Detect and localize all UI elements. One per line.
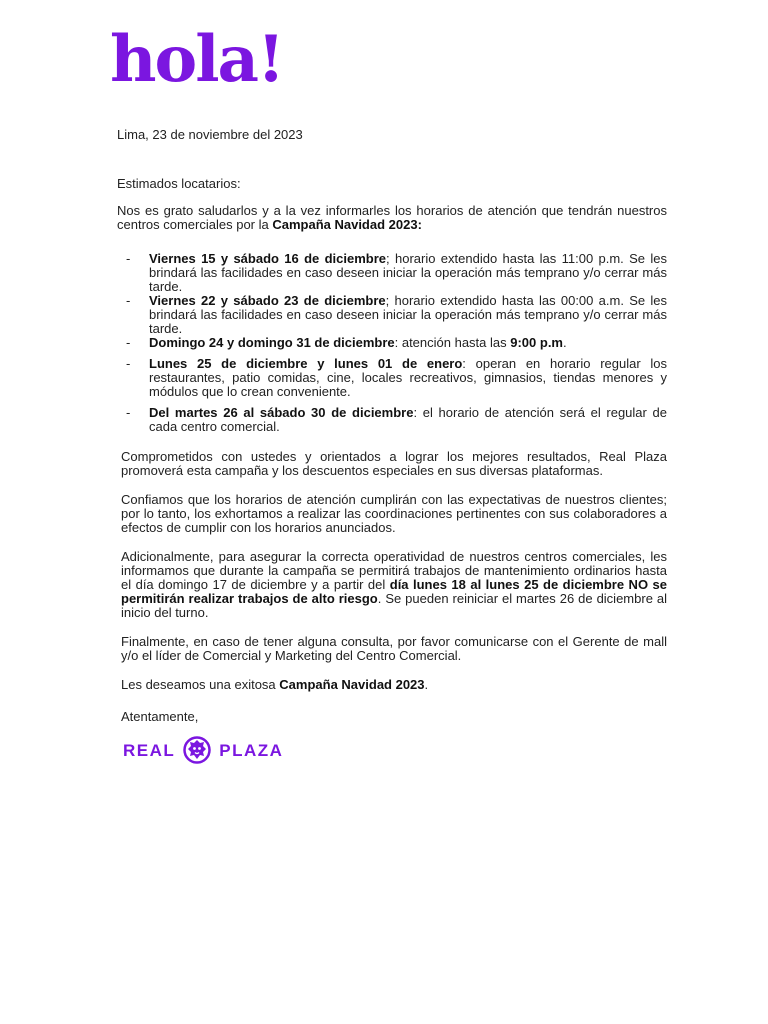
wishes-text: Les deseamos una exitosa (121, 677, 280, 692)
maintenance-text-end: . Se pueden reiniciar el martes 26 de diciembre al inicio del turno. (121, 591, 667, 620)
paragraph-maintenance (117, 550, 667, 620)
lion-icon (183, 736, 211, 766)
bullet-dash: - (126, 293, 131, 308)
intro-text: Nos es grato saludarlos y a la vez informarles los horarios de atención que tendrán nuestros centros comerciales por la (117, 203, 667, 232)
paragraph-wishes (117, 678, 667, 692)
bullet-dash: - (126, 251, 131, 266)
bullet-text: : el horario de atención será el regular de cada centro comercial. (149, 405, 667, 434)
list-item (117, 357, 667, 399)
paragraph-promotion: Comprometidos con ustedes y orientados a lograr los mejores resultados, Real Plaza promoverá esta campaña y los descuentos especiales en sus diversas plataformas. (121, 449, 667, 478)
maintenance-text: Adicionalmente, para asegurar la correcta operatividad de nuestros centros comerciales, les informamos que durante la campaña se permitirá trabajos de mantenimiento ordinarios hasta el día domingo 17 de diciembre y a partir del (121, 549, 667, 592)
brand-plaza: PLAZA (219, 741, 284, 760)
letter-greeting: Estimados locatarios: (117, 176, 241, 191)
letter-date: Lima, 23 de noviembre del 2023 (117, 127, 303, 142)
bullet-dash: - (126, 335, 131, 350)
list-item (117, 406, 667, 434)
bullet-title: Lunes 25 de diciembre y lunes 01 de enero (149, 356, 463, 371)
bullet-text: : operan en horario regular los restaurantes, patio comidas, cine, locales recreativos, gimnasios, tiendas menores y módulos que lo crean conveniente. (149, 356, 667, 399)
bullet-title: Viernes 22 y sábado 23 de diciembre (149, 293, 386, 308)
intro-paragraph (117, 204, 667, 232)
wishes-campaign: Campaña Navidad 2023 (279, 677, 425, 692)
list-item (117, 252, 667, 294)
bullet-time: 9:00 p.m (510, 335, 563, 350)
bullet-text: ; horario extendido hasta las 00:00 a.m. Se les brindará las facilidades en caso deseen iniciar la operación más temprano y/o cerrar más tarde. (149, 293, 668, 336)
bullet-title: Del martes 26 al sábado 30 de diciembre (149, 405, 414, 420)
intro-campaign: Campaña Navidad 2023: (272, 217, 422, 232)
brand-real: REAL (123, 741, 176, 760)
paragraph-contact: Finalmente, en caso de tener alguna consulta, por favor comunicarse con el Gerente de mall y/o el líder de Comercial y Marketing del Centro Comercial. (121, 634, 667, 663)
bullet-title: Domingo 24 y domingo 31 de diciembre (149, 335, 395, 350)
bullet-dash: - (126, 356, 131, 371)
letter-body (117, 128, 667, 766)
bullet-title: Viernes 15 y sábado 16 de diciembre (149, 251, 387, 266)
hola-logo: hola! (110, 22, 284, 97)
real-plaza-logo (117, 736, 667, 766)
paragraph-coordination: Confiamos que los horarios de atención cumplirán con las expectativas de nuestros clientes; por lo tanto, los exhortamos a realizar las coordinaciones pertinentes con sus colaboradores a efectos de cumplir con los horarios anunciados. (121, 492, 667, 535)
bullet-dash: - (126, 405, 131, 420)
closing-text: Atentamente, (121, 709, 199, 724)
bullet-text: : atención hasta las (394, 335, 511, 350)
list-item (117, 294, 667, 336)
list-item (117, 336, 667, 350)
bullet-text: ; horario extendido hasta las 11:00 p.m. Se les brindará las facilidades en caso deseen iniciar la operación más temprano y/o cerrar más tarde. (149, 251, 667, 294)
schedule-list (117, 252, 667, 434)
bullet-text-end: . (563, 335, 567, 350)
maintenance-warning: día lunes 18 al lunes 25 de diciembre NO se permitirán realizar trabajos de alto riesgo (121, 577, 667, 606)
wishes-end: . (424, 677, 429, 692)
